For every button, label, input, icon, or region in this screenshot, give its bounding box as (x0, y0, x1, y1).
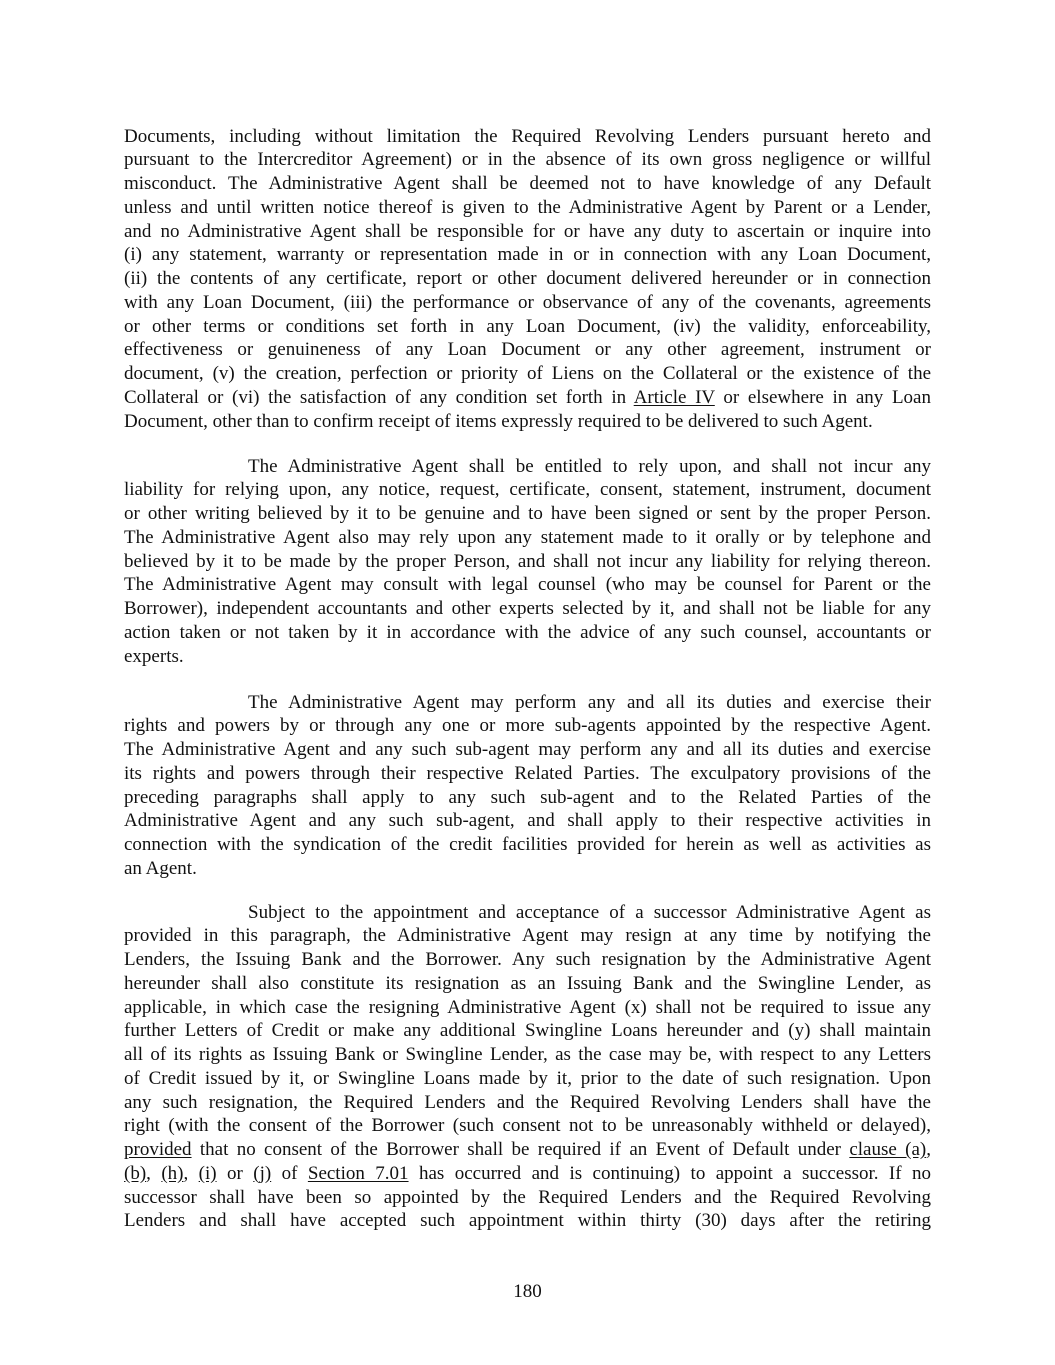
text-segment: or (216, 1162, 254, 1184)
text-line (124, 410, 931, 434)
text-line (124, 809, 931, 833)
text-segment: , (183, 1162, 199, 1184)
text-segment: of (271, 1162, 308, 1184)
text-line (124, 833, 931, 857)
text-line (124, 1091, 931, 1115)
text-line (124, 924, 931, 948)
text-segment: Lenders, the Issuing Bank and the Borrower. Any such resignation by the Administrative Agent (124, 949, 931, 970)
text-segment: Lenders and shall have accepted such appointment within thirty (30) days after the retiring (124, 1210, 931, 1232)
text-segment: experts. (124, 645, 184, 667)
text-line (124, 996, 931, 1020)
text-line (124, 972, 931, 996)
text-segment: connection with the syndication of the credit facilities provided for herein as well as activities as (124, 834, 931, 855)
text-segment: , (926, 1139, 931, 1160)
text-line (124, 1019, 931, 1043)
cross-reference: provided (124, 1139, 192, 1160)
text-segment: (i) any statement, warranty or representation made in or in connection with any Loan Document, (124, 244, 931, 266)
text-segment: further Letters of Credit or make any additional Swingline Loans hereunder and (y) shall maintain (124, 1020, 931, 1042)
text-line (124, 1138, 931, 1162)
text-segment: effectiveness or genuineness of any Loan Document or any other agreement, instrument or (124, 339, 931, 361)
text-segment: right (with the consent of the Borrower (such consent not to be unreasonably withheld or delayed), (124, 1115, 931, 1137)
text-segment: its rights and powers through their respective Related Parties. The exculpatory provisions of the (124, 762, 931, 784)
page-number: 180 (513, 1281, 542, 1302)
text-line (124, 125, 931, 149)
text-segment: has occurred and is continuing) to appoint a successor. If no (408, 1162, 932, 1184)
paragraph (124, 901, 931, 1234)
text-segment: The Administrative Agent may consult with legal counsel (who may be counsel for Parent or the (124, 574, 931, 596)
text-segment: unless and until written notice thereof is given to the Administrative Agent by Parent or a Lender, (124, 196, 931, 218)
text-line (124, 597, 931, 621)
text-segment: misconduct. The Administrative Agent shall be deemed not to have knowledge of any Default (124, 173, 931, 194)
cross-reference: (b) (124, 1162, 147, 1184)
text-segment: Documents, including without limitation the Required Revolving Lenders pursuant hereto and (124, 125, 931, 147)
text-segment: Collateral or (vi) the satisfaction of any condition set forth in (124, 386, 634, 408)
text-segment: The Administrative Agent shall be entitled to rely upon, and shall not incur any (248, 455, 931, 477)
text-line (124, 714, 931, 738)
text-line (124, 267, 931, 291)
text-segment: rights and powers by or through any one or more sub-agents appointed by the respective Agent. (124, 715, 931, 737)
text-line (124, 550, 931, 574)
cross-reference: clause (a) (849, 1139, 927, 1160)
text-line (124, 901, 931, 925)
text-line (124, 526, 931, 550)
text-segment: The Administrative Agent also may rely upon any statement made to it orally or by telephone and (124, 526, 931, 548)
cross-reference: (j) (253, 1162, 272, 1184)
text-segment: all of its rights as Issuing Bank or Swingline Lender, as the case may be, with respect to any Letters (124, 1044, 931, 1065)
text-segment: Document, other than to confirm receipt of items expressly required to be delivered to such Agent. (124, 410, 873, 432)
text-segment: pursuant to the Intercreditor Agreement) or in the absence of its own gross negligence or willful (124, 149, 931, 171)
text-segment: provided in this paragraph, the Administrative Agent may resign at any time by notifying the (124, 925, 931, 947)
text-line (124, 857, 931, 881)
text-line (124, 1162, 931, 1186)
text-segment: The Administrative Agent and any such sub-agent may perform any and all its duties and exercise (124, 739, 931, 760)
text-line (124, 291, 931, 315)
text-line (124, 762, 931, 786)
text-line (124, 948, 931, 972)
text-line (124, 1043, 931, 1067)
text-line (124, 338, 931, 362)
text-line (124, 502, 931, 526)
text-segment: action taken or not taken by it in accordance with the advice of any such counsel, accountants or (124, 621, 931, 643)
text-segment: applicable, in which case the resigning Administrative Agent (x) shall not be required to issue any (124, 996, 931, 1018)
text-line (124, 786, 931, 810)
cross-reference: (i) (198, 1162, 217, 1184)
text-line (124, 691, 931, 715)
text-segment: believed by it to be made by the proper Person, and shall not incur any liability for relying thereon. (124, 550, 931, 572)
text-line (124, 148, 931, 172)
text-line (124, 478, 931, 502)
text-line (124, 1186, 931, 1210)
text-line (124, 220, 931, 244)
text-line (124, 386, 931, 410)
paragraph (124, 125, 931, 434)
text-line (124, 362, 931, 386)
text-segment: preceding paragraphs shall apply to any such sub-agent and to the Related Parties of the (124, 786, 931, 808)
text-line (124, 172, 931, 196)
text-segment: hereunder shall also constitute its resignation as an Issuing Bank and the Swingline Lender, as (124, 972, 931, 994)
text-line (124, 1067, 931, 1091)
cross-reference: Article IV (633, 386, 715, 408)
text-segment: of Credit issued by it, or Swingline Loans made by it, prior to the date of such resignation. Upon (124, 1067, 931, 1089)
text-segment: Administrative Agent and any such sub-agent, and shall apply to their respective activities in (124, 810, 931, 832)
text-segment: an Agent. (124, 857, 197, 879)
text-segment: (ii) the contents of any certificate, report or other document delivered hereunder or in connection (124, 268, 931, 289)
text-segment: or other terms or conditions set forth in any Loan Document, (iv) the validity, enforceability, (124, 315, 931, 337)
paragraph (124, 455, 931, 669)
cross-reference: Section 7.01 (307, 1162, 409, 1184)
text-segment: with any Loan Document, (iii) the performance or observance of any of the covenants, agreements (124, 291, 931, 313)
text-line (124, 738, 931, 762)
text-line (124, 315, 931, 339)
paragraph (124, 691, 931, 881)
text-segment: Borrower), independent accountants and other experts selected by it, and shall not be liable for any (124, 598, 931, 619)
text-segment: , (146, 1162, 162, 1184)
text-segment: The Administrative Agent may perform any and all its duties and exercise their (248, 691, 931, 713)
text-segment: any such resignation, the Required Lenders and the Required Revolving Lenders shall have the (124, 1091, 931, 1113)
text-segment: or elsewhere in any Loan (714, 386, 931, 408)
text-line (124, 1114, 931, 1138)
text-line (124, 621, 931, 645)
text-segment: and no Administrative Agent shall be responsible for or have any duty to ascertain or inquire into (124, 220, 931, 242)
text-segment: that no consent of the Borrower shall be required if an Event of Default under (191, 1139, 850, 1160)
text-line (124, 1209, 931, 1233)
text-segment: document, (v) the creation, perfection or priority of Liens on the Collateral or the existence of the (124, 363, 931, 384)
text-line (124, 243, 931, 267)
text-segment: liability for relying upon, any notice, request, certificate, consent, statement, instrument, document (124, 479, 931, 501)
cross-reference: (h) (161, 1162, 184, 1184)
text-segment: successor shall have been so appointed by the Required Lenders and the Required Revolving (124, 1186, 931, 1208)
text-segment: or other writing believed by it to be genuine and to have been signed or sent by the proper Person. (124, 503, 931, 524)
text-segment: Subject to the appointment and acceptance of a successor Administrative Agent as (248, 901, 931, 923)
text-line (124, 645, 931, 669)
text-line (124, 573, 931, 597)
text-line (124, 455, 931, 479)
text-line (124, 196, 931, 220)
